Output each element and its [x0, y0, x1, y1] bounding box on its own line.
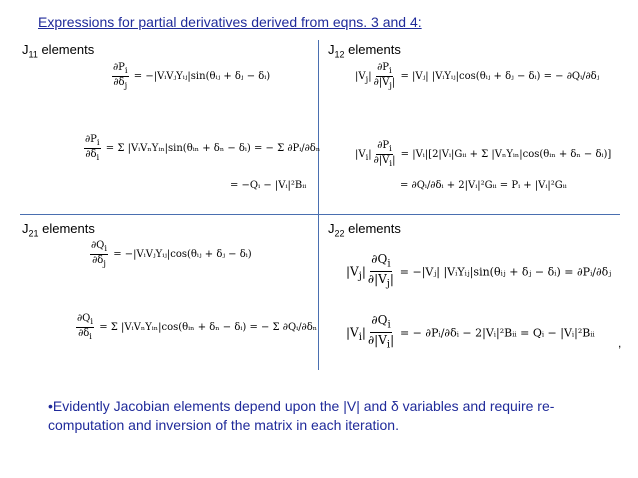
j22-equation-offdiag: $|V_j|$ $\frac{\partial Q_i}{\partial|V_j|}$ = −|Vⱼ| |VᵢYᵢⱼ|sin(θᵢⱼ + δⱼ − δᵢ) = ∂Pᵢ/∂δⱼ	[346, 252, 612, 290]
j22-heading: $J_{22}$ elements	[328, 221, 401, 239]
j11-equation-diag: $\frac{\partial P_i}{\partial\delta_i}$ = Σ |VᵢVₙYᵢₙ|sin(θᵢₙ + δₙ − δᵢ) = − Σ ∂Pᵢ/∂δₙ	[85, 134, 321, 162]
j11-equation-diag-result: = −Qᵢ − |Vᵢ|²Bᵢᵢ	[230, 180, 307, 191]
horizontal-divider	[20, 214, 620, 215]
j22-equation-diag: $|V_i|$ $\frac{\partial Q_i}{\partial|V_i|}$ = − ∂Pᵢ/∂δᵢ − 2|Vᵢ|²Bᵢᵢ = Qᵢ − |Vᵢ|²Bᵢᵢ	[346, 313, 595, 351]
j21-equation-diag: $\frac{\partial Q_i}{\partial\delta_i}$ = Σ |VᵢVₙYᵢₙ|cos(θᵢₙ + δₙ − δᵢ) = − Σ ∂Qᵢ/∂δₙ	[77, 313, 318, 341]
page-title: Expressions for partial derivatives derived from eqns. 3 and 4:	[38, 14, 422, 30]
j12-equation-offdiag: $|V_j|$ $\frac{\partial P_i}{\partial|V_j|}$ = |Vⱼ| |VᵢYᵢⱼ|cos(θᵢⱼ + δⱼ − δᵢ) = − ∂Qᵢ/∂δⱼ	[355, 62, 600, 90]
j12-equation-diag: $|V_i|$ $\frac{\partial P_i}{\partial|V_i|}$ = |Vᵢ|[2|Vᵢ|Gᵢᵢ + Σ |VₙYᵢₙ|cos(θᵢₙ + δₙ − δᵢ)]	[355, 140, 612, 168]
j11-equation-offdiag: $\frac{\partial P_i}{\partial\delta_j}$ = −|VᵢVⱼYᵢⱼ|sin(θᵢⱼ + δⱼ − δᵢ)	[113, 62, 271, 90]
j12-heading: $J_{12}$ elements	[328, 42, 401, 60]
j21-equation-offdiag: $\frac{\partial Q_i}{\partial\delta_j}$ = −|VᵢVⱼYᵢⱼ|cos(θᵢⱼ + δⱼ − δᵢ)	[91, 240, 252, 268]
j12-equation-diag-result: = ∂Qᵢ/∂δᵢ + 2|Vᵢ|²Gᵢᵢ = Pᵢ + |Vᵢ|²Gᵢᵢ	[400, 180, 567, 191]
conclusion-bullet: •Evidently Jacobian elements depend upon the |V| and δ variables and require re-computation and inversion of the matrix in each iteration.	[48, 398, 555, 433]
stray-comma: ,	[618, 336, 622, 350]
j11-heading: $J_{11}$ elements	[22, 42, 95, 60]
vertical-divider	[318, 40, 319, 370]
j21-heading: $J_{21}$ elements	[22, 221, 95, 239]
